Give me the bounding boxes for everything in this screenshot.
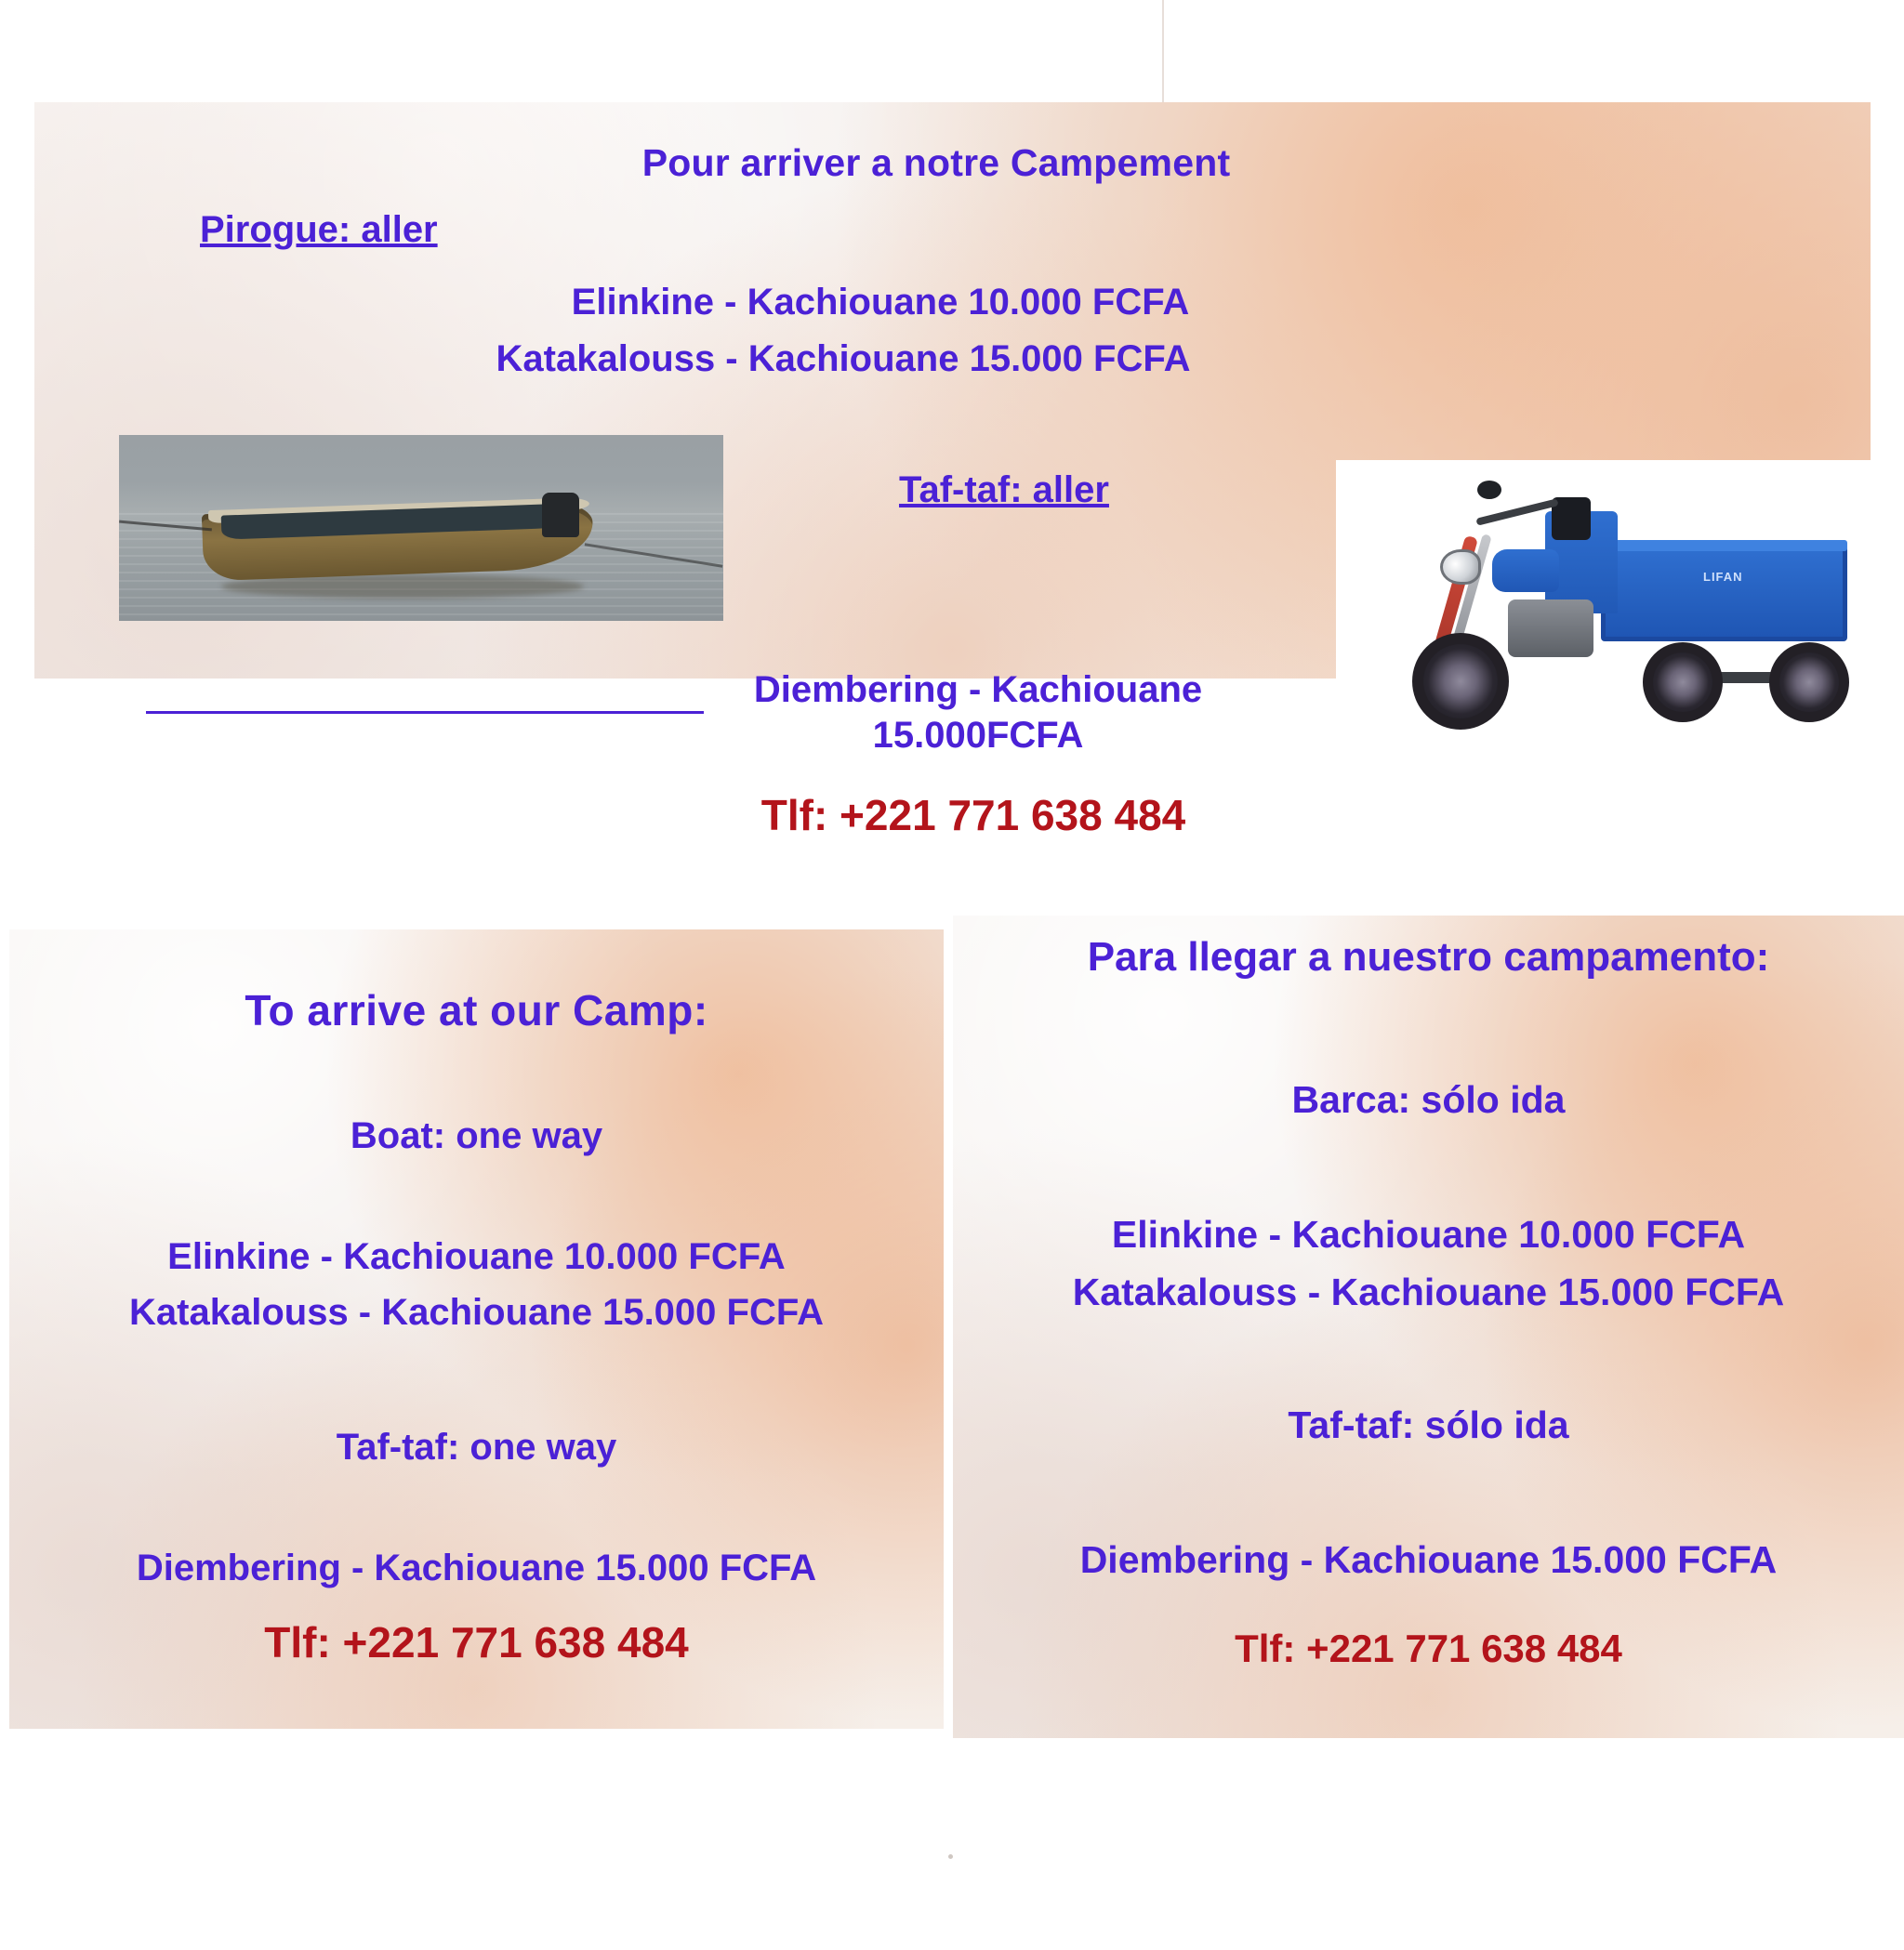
spanish-boat-price-katakalouss: Katakalouss - Kachiouane 15.000 FCFA	[1072, 1271, 1785, 1313]
english-boat-price-katakalouss: Katakalouss - Kachiouane 15.000 FCFA	[129, 1292, 824, 1333]
french-phone-number[interactable]: Tlf: +221 771 638 484	[760, 791, 1186, 839]
french-info-panel	[34, 102, 1871, 839]
photo-cargo-bed	[1601, 544, 1847, 641]
spanish-taftaf-label: Taf-taf: sólo ida	[1288, 1403, 1569, 1446]
spanish-title: Para llegar a nuestro campamento:	[1087, 934, 1770, 980]
french-pirogue-label: Pirogue: aller	[200, 209, 438, 250]
photo-sky	[119, 435, 723, 513]
top-seam-divider	[1162, 0, 1164, 102]
english-title: To arrive at our Camp:	[245, 986, 708, 1034]
photo-brand-badge: LIFAN	[1703, 570, 1743, 584]
spanish-boat-price-elinkine: Elinkine - Kachiouane 10.000 FCFA	[1111, 1213, 1746, 1256]
french-pirogue-price-katakalouss: Katakalouss - Kachiouane 15.000 FCFA	[496, 338, 1191, 379]
photo-rear-wheel-right	[1769, 642, 1849, 722]
photo-front-wheel	[1412, 633, 1509, 730]
french-taftaf-label: Taf-taf: aller	[899, 469, 1109, 510]
stray-dot-mark	[948, 1854, 953, 1859]
taf-taf-photo	[1336, 460, 1894, 773]
photo-boat-motor	[542, 493, 579, 537]
pirogue-photo	[119, 435, 723, 621]
spanish-info-panel	[953, 916, 1904, 1738]
spanish-taftaf-price: Diembering - Kachiouane 15.000 FCFA	[1079, 1538, 1778, 1581]
english-boat-label: Boat: one way	[350, 1115, 603, 1156]
photo-cargo-bed-rail	[1601, 540, 1847, 551]
english-boat-price-elinkine: Elinkine - Kachiouane 10.000 FCFA	[167, 1236, 786, 1277]
english-phone-number[interactable]: Tlf: +221 771 638 484	[264, 1618, 689, 1667]
photo-headlight	[1440, 549, 1481, 585]
photo-engine	[1508, 599, 1593, 657]
french-taftaf-price: Diembering - Kachiouane 15.000FCFA	[753, 669, 1203, 756]
photo-mirror	[1477, 481, 1501, 499]
photo-rear-wheel-left	[1643, 642, 1723, 722]
spanish-phone-number[interactable]: Tlf: +221 771 638 484	[1235, 1627, 1622, 1670]
french-title: Pour arriver a notre Campement	[641, 141, 1231, 184]
english-taftaf-label: Taf-taf: one way	[336, 1427, 617, 1468]
english-taftaf-price: Diembering - Kachiouane 15.000 FCFA	[136, 1548, 817, 1588]
english-info-panel	[9, 929, 944, 1729]
french-underline-rule	[146, 711, 704, 714]
photo-fuel-tank	[1492, 549, 1559, 592]
spanish-boat-label: Barca: sólo ida	[1291, 1078, 1566, 1121]
french-pirogue-price-elinkine: Elinkine - Kachiouane 10.000 FCFA	[571, 282, 1190, 323]
